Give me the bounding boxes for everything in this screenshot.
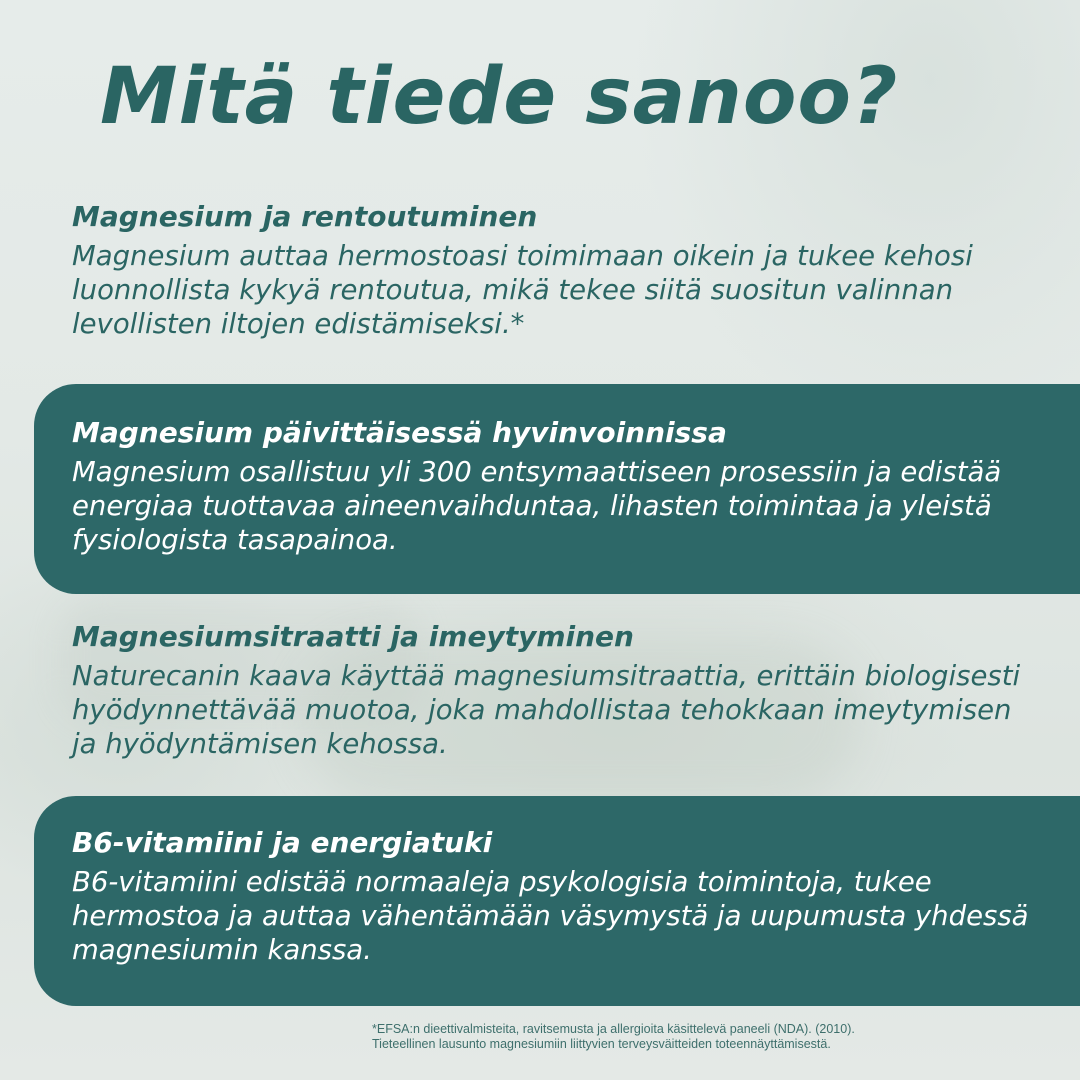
section-heading: Magnesium päivittäisessä hyvinvoinnissa — [72, 416, 727, 449]
section-daily-wellbeing — [72, 416, 1052, 557]
section-text: B6-vitamiini edistää normaaleja psykologisia toimintoja, tukee hermostoa ja auttaa vähentämään väsymystä ja uupumusta yhdessä magnesiumin kanssa. — [72, 866, 1029, 966]
footnote-line: *EFSA:n dieettivalmisteita, ravitsemusta ja allergioita käsittelevä paneeli (NDA). (2010). — [372, 1022, 855, 1036]
footnote — [372, 1022, 1062, 1052]
section-text: Naturecanin kaava käyttää magnesiumsitraattia, erittäin biologisesti hyödynnettävää muotoa, joka mahdollistaa tehokkaan imeytymisen ja hyödyntämisen kehossa. — [72, 660, 1021, 760]
section-text: Magnesium auttaa hermostoasi toimimaan oikein ja tukee kehosi luonnollista kykyä rentoutua, mikä tekee siitä suositun valinnan levollisten iltojen edistämiseksi.* — [72, 240, 973, 340]
section-b6-vitamin — [72, 826, 1052, 967]
section-heading: Magnesiumsitraatti ja imeytyminen — [72, 620, 634, 653]
highlight-band-daily-wellbeing — [34, 384, 1080, 594]
section-heading: Magnesium ja rentoutuminen — [72, 200, 538, 233]
section-relaxation — [72, 200, 1052, 341]
highlight-band-b6-vitamin — [34, 796, 1080, 1006]
section-heading: B6-vitamiini ja energiatuki — [72, 826, 493, 859]
page-title: Mitä tiede sanoo? — [100, 52, 899, 142]
section-absorption — [72, 620, 1052, 761]
footnote-line: Tieteellinen lausunto magnesiumiin liittyvien terveysväitteiden toteennäyttämisestä. — [372, 1037, 831, 1051]
section-text: Magnesium osallistuu yli 300 entsymaattiseen prosessiin ja edistää energiaa tuottavaa aineenvaihduntaa, lihasten toimintaa ja yleistä fysiologista tasapainoa. — [72, 456, 1002, 556]
